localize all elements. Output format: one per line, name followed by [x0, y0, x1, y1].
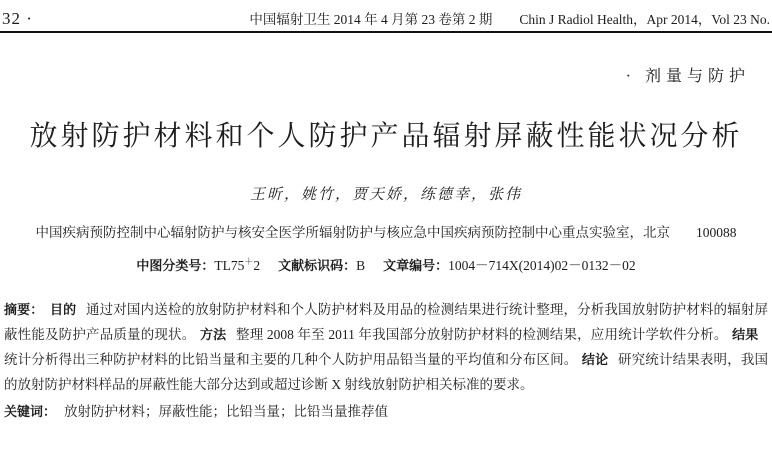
abstract-heading-conclusion: 结论	[581, 352, 609, 367]
author-list: 王昕，姚竹，贾天娇，练德幸，张伟	[249, 187, 522, 203]
abstract-text-objective: 通过对国内送检的放射防护材料和个人防护材料及用品的检测结果进行统计整理，分析我国放射防护材料的辐射屏蔽性能及防护产品质量的现状。	[4, 302, 768, 342]
article-no-label: 文章编号：	[383, 258, 449, 273]
keywords-line	[4, 399, 768, 424]
keywords-value: 放射防护材料；屏蔽性能；比铅当量；比铅当量推荐值	[64, 404, 389, 419]
abstract-label: 摘要：	[4, 302, 44, 317]
doc-code-value: B	[356, 258, 366, 273]
doc-code-label: 文献标识码：	[278, 258, 357, 273]
article-no-value: 1004－714X(2014)02－0132－02	[448, 258, 636, 273]
abstract-paragraph	[4, 297, 768, 397]
abstract-heading-methods: 方法	[199, 327, 227, 342]
abstract-heading-results: 结果	[732, 327, 759, 342]
clc-label: 中图分类号：	[136, 258, 215, 273]
affiliation-line	[0, 221, 772, 241]
page-number: 32 ·	[2, 9, 33, 28]
keywords-label: 关键词：	[4, 404, 57, 419]
abstract-text-methods: 整理 2008 年至 2011 年我国部分放射防护材料的检测结果，应用统计学软件分析。	[236, 327, 728, 342]
classification-line	[0, 254, 772, 274]
abstract-text-conclusion: 研究统计结果表明，我国的放射防护材料样品的屏蔽性能大部分达到或超过诊断 X 射线放射防护相关标准的要求。	[4, 352, 769, 392]
clc-value: TL75＋2	[214, 256, 261, 273]
column-section-label: · 剂量与防护	[625, 68, 750, 85]
abstract-text-results: 统计分析得出三种防护材料的比铅当量和主要的几种个人防护用品铅当量的平均值和分布区间。	[4, 352, 578, 367]
affiliation-postcode: 100088	[696, 225, 737, 240]
article-title: 放射防护材料和个人防护产品辐射屏蔽性能状况分析	[29, 121, 743, 152]
journal-citation-line: 中国辐射卫生 2014 年 4 月第 23 卷第 2 期 Chin J Radiol Health，Apr 2014，Vol 23 No.	[249, 12, 770, 27]
abstract-heading-objective: 目的	[49, 302, 77, 317]
running-head	[0, 0, 772, 33]
affiliation-text: 中国疾病预防控制中心辐射防护与核安全医学所辐射防护与核应急中国疾病预防控制中心重点实验室，北京	[35, 225, 670, 240]
clc-superscript: ＋	[244, 256, 254, 267]
